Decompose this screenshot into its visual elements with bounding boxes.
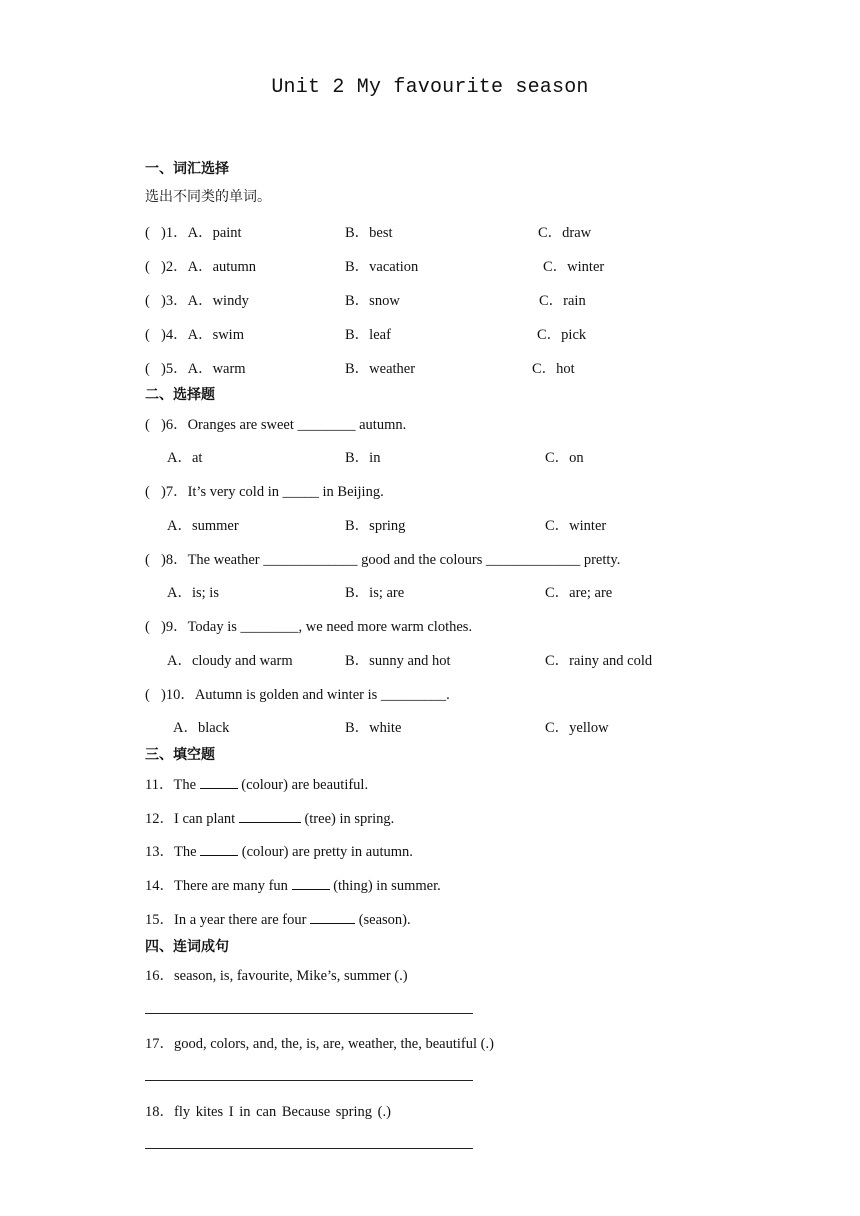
option-b: B．sunny and hot	[345, 653, 451, 669]
answer-line	[145, 1080, 473, 1081]
option-c: C．winter	[545, 518, 607, 534]
answer-line	[145, 1148, 473, 1149]
section-heading-fill-blank: 三、填空题	[145, 747, 215, 763]
option-b: B．weather	[345, 361, 416, 377]
answer-line	[145, 1013, 473, 1014]
question-row: ( )1．A．paint	[145, 225, 242, 241]
option-c: C．rain	[539, 293, 586, 309]
fill-blank-item: 13．The (colour) are pretty in autumn.	[145, 844, 413, 860]
section-heading-sentence-building: 四、连词成句	[145, 939, 229, 955]
question-row: ( )2．A．autumn	[145, 259, 257, 275]
question-stem: ( )7．It’s very cold in _____ in Beijing.	[145, 484, 384, 500]
option-a: A．cloudy and warm	[167, 653, 293, 669]
section-heading-vocabulary: 一、词汇选择	[145, 161, 229, 177]
option-b: B．white	[345, 720, 402, 736]
option-c: C．rainy and cold	[545, 653, 653, 669]
option-a: A．black	[173, 720, 230, 736]
answer-blank	[239, 810, 301, 823]
answer-blank	[310, 911, 355, 924]
option-a: A．at	[167, 450, 203, 466]
option-b: B．leaf	[345, 327, 391, 343]
section-instruction: 选出不同类的单词。	[145, 189, 271, 205]
question-stem: ( )6．Oranges are sweet ________ autumn.	[145, 417, 407, 433]
question-row: ( )3．A．windy	[145, 293, 249, 309]
option-b: B．in	[345, 450, 381, 466]
option-c: C．yellow	[545, 720, 609, 736]
option-c: C．on	[545, 450, 584, 466]
answer-blank	[200, 843, 238, 856]
fill-blank-item: 15．In a year there are four (season).	[145, 912, 411, 928]
option-c: C．draw	[538, 225, 592, 241]
question-stem: ( )10．Autumn is golden and winter is _________.	[145, 687, 450, 703]
option-c: C．pick	[537, 327, 587, 343]
option-b: B．snow	[345, 293, 400, 309]
option-c: C．winter	[543, 259, 605, 275]
option-a: A．summer	[167, 518, 239, 534]
option-b: B．vacation	[345, 259, 419, 275]
option-b: B．spring	[345, 518, 406, 534]
option-c: C．hot	[532, 361, 575, 377]
word-order-item: 17．good, colors, and, the, is, are, weather, the, beautiful (.)	[145, 1036, 494, 1052]
question-stem: ( )8．The weather _____________ good and the colours _____________ pretty.	[145, 552, 621, 568]
fill-blank-item: 12．I can plant (tree) in spring.	[145, 811, 395, 827]
answer-blank	[200, 776, 238, 789]
word-order-item: 16．season, is, favourite, Mike’s, summer (.)	[145, 968, 408, 984]
section-heading-choice: 二、选择题	[145, 387, 215, 403]
answer-blank	[292, 877, 330, 890]
option-c: C．are; are	[545, 585, 613, 601]
fill-blank-item: 14．There are many fun (thing) in summer.	[145, 878, 441, 894]
question-row: ( )5．A．warm	[145, 361, 246, 377]
option-b: B．is; are	[345, 585, 405, 601]
word-order-item: 18．fly kites I in can Because spring (.)	[145, 1104, 391, 1120]
page-title: Unit 2 My favourite season	[271, 76, 589, 99]
option-a: A．is; is	[167, 585, 219, 601]
option-b: B．best	[345, 225, 393, 241]
fill-blank-item: 11．The (colour) are beautiful.	[145, 777, 369, 793]
question-stem: ( )9．Today is ________, we need more warm clothes.	[145, 619, 473, 635]
question-row: ( )4．A．swim	[145, 327, 244, 343]
